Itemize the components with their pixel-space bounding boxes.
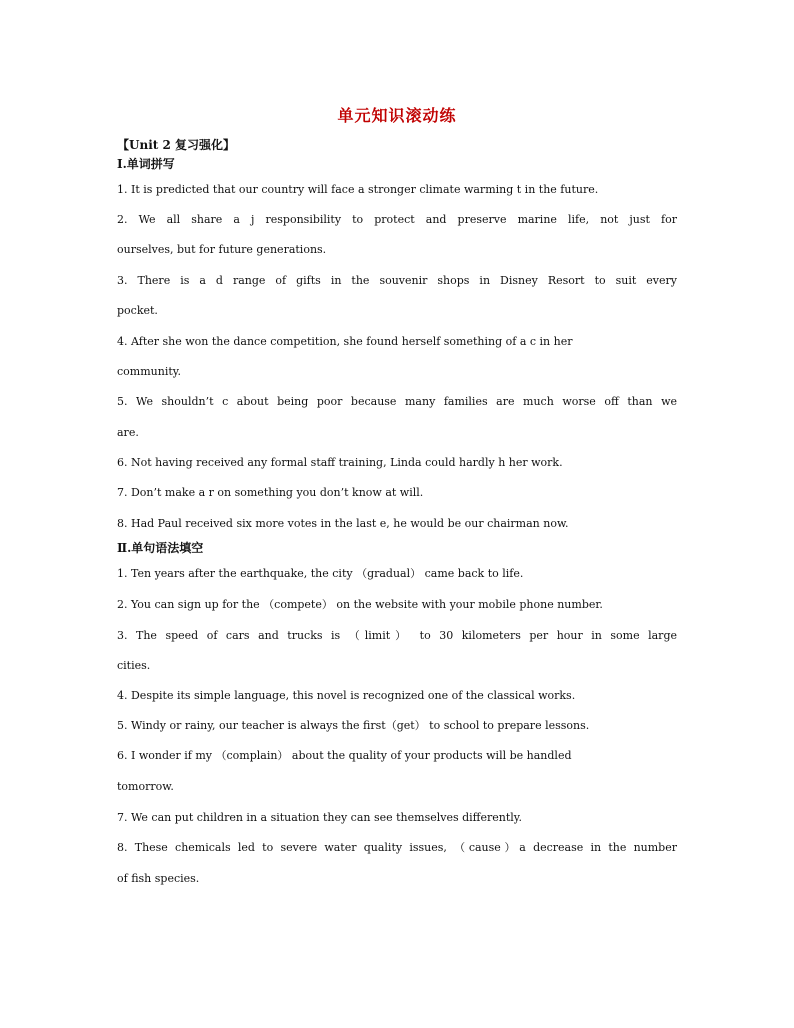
exercise-line: community. <box>117 365 182 378</box>
exercise-line: of fish species. <box>117 872 200 885</box>
exercise-line: 6. Not having received any formal staff training, Linda could hardly h her work. <box>117 456 563 469</box>
exercise-line: 5. Windy or rainy, our teacher is always the first（get） to school to prepare lessons. <box>117 719 590 732</box>
exercise-line: cities. <box>117 659 151 672</box>
exercise-line: 8. These chemicals led to severe water quality issues, （cause）a decrease in the number <box>117 841 677 854</box>
unit-heading: 【Unit 2 复习强化】 <box>117 138 235 152</box>
exercise-line: 4. Despite its simple language, this novel is recognized one of the classical works. <box>117 689 576 702</box>
exercise-line: 7. We can put children in a situation they can see themselves differently. <box>117 811 523 824</box>
exercise-line: 2. We all share a j responsibility to protect and preserve marine life, not just for <box>117 213 677 226</box>
exercise-line: pocket. <box>117 304 158 317</box>
section-heading-spelling: Ⅰ.单词拼写 <box>117 157 175 171</box>
exercise-line: 3. There is a d range of gifts in the souvenir shops in Disney Resort to suit every <box>117 274 677 287</box>
section-heading-grammar: Ⅱ.单句语法填空 <box>117 541 204 555</box>
exercise-line: 5. We shouldn’t c about being poor because many families are much worse off than we <box>117 395 677 408</box>
exercise-line: 3. The speed of cars and trucks is （limit） to 30 kilometers per hour in some large <box>117 629 677 642</box>
exercise-line: 1. It is predicted that our country will face a stronger climate warming t in the future. <box>117 183 599 196</box>
exercise-line: are. <box>117 426 139 439</box>
exercise-line: tomorrow. <box>117 780 174 793</box>
document-title: 单元知识滚动练 <box>337 106 457 125</box>
exercise-line: 1. Ten years after the earthquake, the city （gradual） came back to life. <box>117 567 524 580</box>
exercise-line: 2. You can sign up for the （compete） on the website with your mobile phone number. <box>117 598 603 611</box>
exercise-line: 7. Don’t make a r on something you don’t know at will. <box>117 486 424 499</box>
exercise-line: 6. I wonder if my （complain） about the quality of your products will be handled <box>117 749 572 762</box>
exercise-line: 8. Had Paul received six more votes in the last e, he would be our chairman now. <box>117 517 569 530</box>
exercise-line: ourselves, but for future generations. <box>117 243 327 256</box>
exercise-line: 4. After she won the dance competition, she found herself something of a c in her <box>117 335 573 348</box>
